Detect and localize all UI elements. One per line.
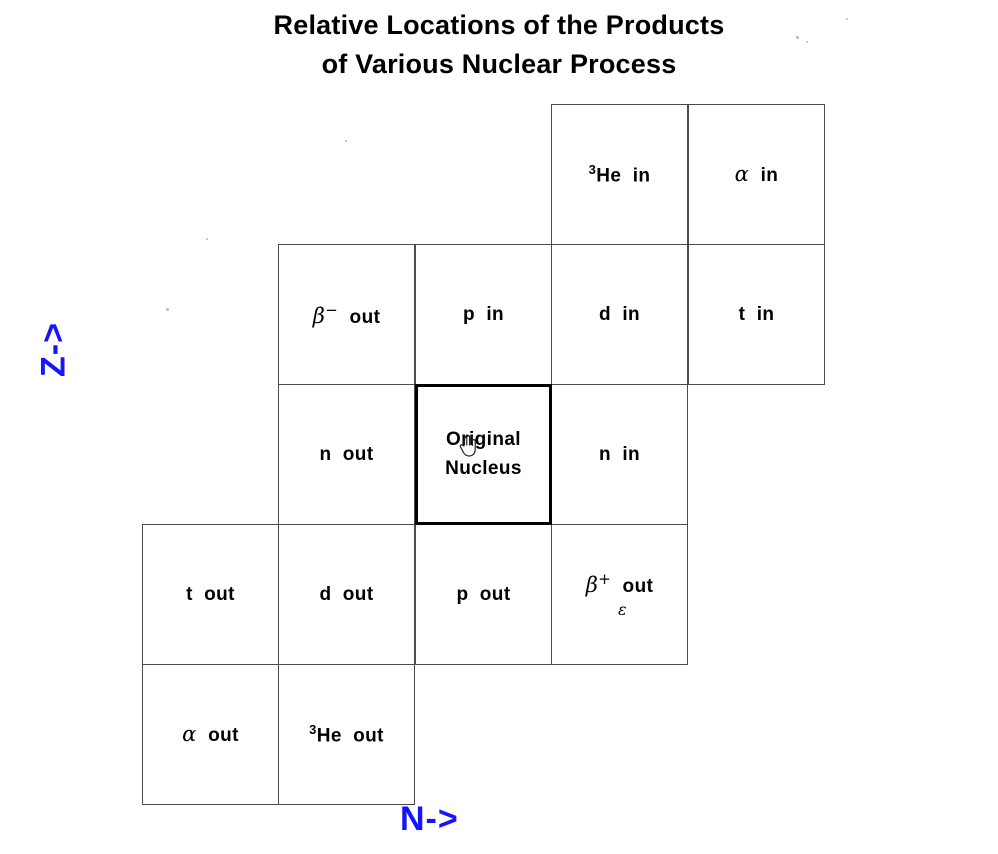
- cell-beta-plus-out[interactable]: [551, 524, 688, 665]
- axis-label-z: Z->: [34, 322, 73, 377]
- cell-label: t out: [186, 583, 235, 605]
- cell-t-in[interactable]: [688, 244, 825, 385]
- page-title-line-1: Relative Locations of the Products: [273, 10, 725, 40]
- speck: [846, 18, 848, 20]
- cell-label: β+ out: [585, 570, 654, 597]
- cell-beta-minus-out[interactable]: [278, 244, 415, 385]
- cell-label: p out: [456, 583, 511, 605]
- cell-n-in[interactable]: [551, 384, 688, 525]
- cell-p-out[interactable]: [415, 524, 552, 665]
- cell-t-out[interactable]: [142, 524, 279, 665]
- cell-label: β− out: [312, 300, 381, 328]
- axis-label-n: N->: [400, 800, 459, 838]
- cell-label: $^3$He out: [309, 721, 384, 747]
- cell-label: d out: [319, 583, 374, 605]
- cell-n-out[interactable]: [278, 384, 415, 525]
- cell-d-out[interactable]: [278, 524, 415, 665]
- nuclide-chart-grid: [142, 104, 824, 806]
- cell-p-in[interactable]: [415, 244, 552, 385]
- cell-label: n in: [598, 443, 641, 465]
- cell-label-line-1: Original: [446, 429, 521, 450]
- cell-label: n out: [319, 443, 374, 465]
- cell-label: d in: [598, 303, 641, 325]
- cell-original-nucleus[interactable]: [415, 384, 552, 525]
- cell-alpha-out[interactable]: [142, 664, 279, 805]
- cell-alpha-in[interactable]: [688, 104, 825, 245]
- speck: [806, 41, 808, 43]
- cell-label: t in: [738, 303, 775, 325]
- cell-label-line-2: Nucleus: [445, 457, 522, 479]
- cell-sublabel: ε: [618, 600, 627, 619]
- cell-label: α out: [182, 722, 239, 746]
- cell-he3-out[interactable]: [278, 664, 415, 805]
- cell-label: $^3$He in: [588, 161, 651, 187]
- cell-d-in[interactable]: [551, 244, 688, 385]
- page-title: [0, 6, 998, 84]
- cell-he3-in[interactable]: [551, 104, 688, 245]
- speck: [796, 36, 799, 39]
- cell-label: p in: [462, 303, 505, 325]
- page-title-line-2: of Various Nuclear Process: [321, 49, 677, 80]
- cell-label: α in: [734, 162, 779, 186]
